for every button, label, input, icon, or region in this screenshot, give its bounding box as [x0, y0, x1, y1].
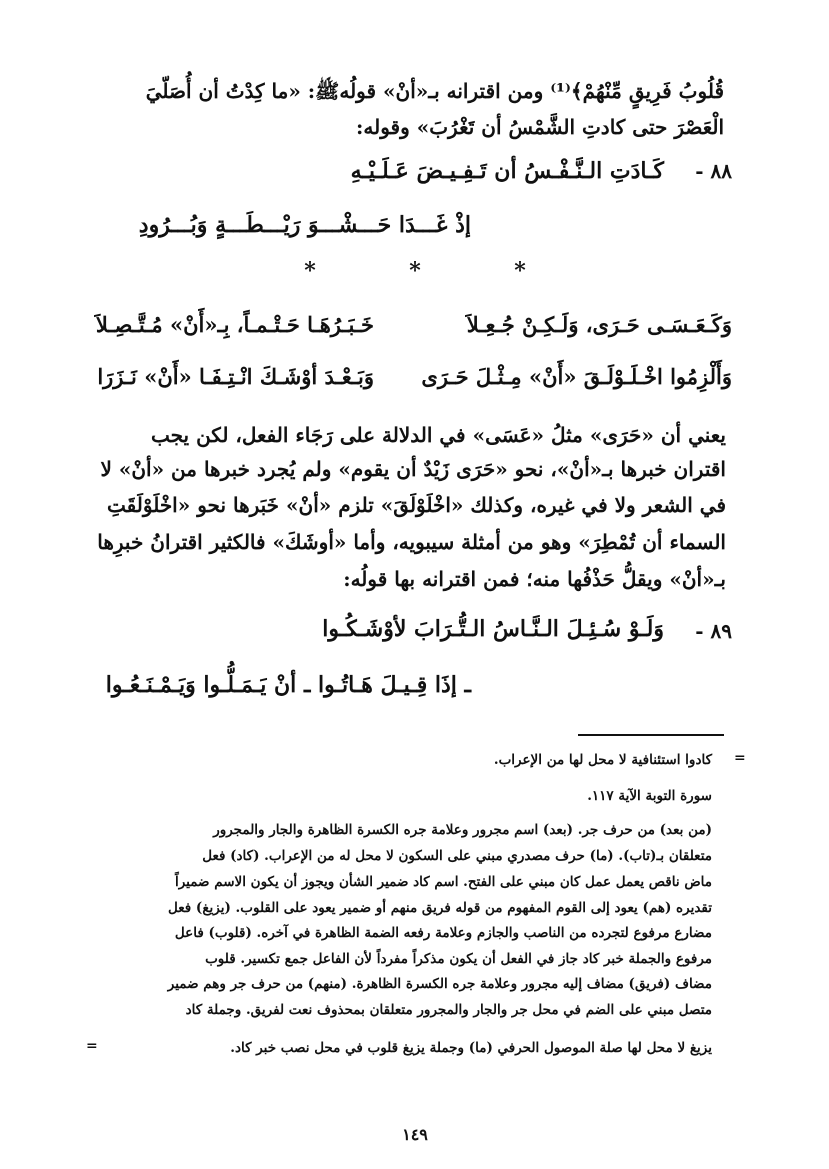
- footnote-continuation-marker: =: [734, 750, 746, 766]
- footnote-line-2: سورة التوبة الآية ١١٧.: [587, 788, 712, 804]
- footnote-para-line-8: متصل مبني على الضم في محل جر والجار والمجرور متعلقان بمحذوف نعت لفريق. وجملة كاد: [185, 1002, 712, 1018]
- page-number: ١٤٩: [402, 1125, 428, 1144]
- verse-88-number: ٨٨ -: [695, 159, 732, 183]
- footnote-para-line-1: (من بعد) من حرف جر. (بعد) اسم مجرور وعلامة جره الكسرة الظاهرة والجار والمجرور: [213, 822, 712, 838]
- footnote-para-line-3: ماض ناقص يعمل عمل كان مبني على الفتح. اسم كاد ضمير الشأن ويجوز أن يكون الاسم ضميراً: [174, 874, 712, 890]
- section-divider-stars: [300, 258, 530, 284]
- intro-line-1: قُلُوبُ فَرِيقٍ مِّنْهُمْ﴾⁽¹⁾ ومن اقترانه بـ«أنْ» قولُهﷺ: «ما كِدْتُ أن أُصَلّيَ: [145, 79, 724, 103]
- verse-89-number: ٨٩ -: [695, 619, 732, 643]
- footnote-line-1: كادوا استئنافية لا محل لها من الإعراب.: [493, 752, 712, 768]
- verse-88-second-hemistich: إذْ غَـــدَا حَـــشْـــوَ رَيْـــطَـــةٍ وَبُـــرُودِ: [138, 212, 471, 238]
- intro-line-2: الْعَصْرَ حتى كادتِ الشَّمْسُ أن تَغْرُبَ» وقوله:: [356, 115, 724, 139]
- footnote-para-line-5: مضارع مرفوع لتجرده من الناصب والجازم وعلامة رفعه الضمة الظاهرة في آخره. (قلوب) فاعل: [174, 925, 712, 941]
- alfiya-verse-2-left: وَبَـعْـدَ أوْشَـكَ انْـتِـفَـا «أَنْ» نَـزَرَا: [97, 364, 374, 389]
- footnote-end-marker: =: [86, 1038, 98, 1054]
- star-1: *: [304, 258, 316, 284]
- footnote-para-line-9: يزيغ لا محل لها صلة الموصول الحرفي (ما) وجملة يزيغ قلوب في محل نصب خبر كاد.: [230, 1040, 712, 1056]
- verse-88-first-hemistich: كَـادَتِ الـنَّـفْـسُ أن تَـفِـيـضَ عَـلَـيْـهِ: [350, 158, 664, 184]
- explanation-line-2: اقتران خبرها بـ«أنْ»، نحو «حَرَى زَيْدٌ أن يقوم» ولم يُجرد خبرها من «أنْ» لا: [100, 457, 726, 481]
- star-3: *: [514, 258, 526, 284]
- footnote-para-line-7: مضاف (فريق) مضاف إليه مجرور وعلامة جره الكسرة الظاهرة. (منهم) من حرف جر وهم ضمير: [167, 976, 712, 992]
- explanation-line-4: السماء أن تُمْطِرَ» وهو من أمثلة سيبويه، وأما «أوشَكَ» فالكثير اقترانُ خبرِها: [97, 530, 726, 554]
- verse-89-first-hemistich: وَلَـوْ سُـئِـلَ الـنَّـاسُ الـتُّـرَابَ لأوْشَـكُـوا: [322, 616, 664, 642]
- footnote-para-line-6: مرفوع والجملة خبر كاد جاز في الفعل أن يكون مذكراً مفرداً لأن الفاعل جمع تكسير. قلوب: [205, 951, 712, 967]
- explanation-line-1: يعني أن «حَرَى» مثلُ «عَسَى» في الدلالة على رَجَاء الفعل، لكن يجب: [151, 423, 726, 447]
- footnote-para-line-4: تقديره (هم) يعود إلى القوم المفهوم من قوله فريق منهم أو ضمير يعود على القلوب. (يزيغ) فعل: [168, 900, 712, 916]
- alfiya-verse-1-left: خَـبَـرُهَـا حَـتْـمـاً، بِـ«أَنْ» مُـتَّـصِـلاَ: [95, 312, 374, 337]
- alfiya-verse-1-right: وَكَـعَـسَـى حَـرَى، وَلَـكِـنْ جُـعِـلاَ: [466, 312, 732, 337]
- footnote-separator: [578, 734, 724, 736]
- footnote-para-line-2: متعلقان بـ(تاب). (ما) حرف مصدري مبني على السكون لا محل له من الإعراب. (كاد) فعل: [202, 848, 712, 864]
- alfiya-verse-2-right: وَأَلْزِمُوا اخْـلَـوْلَـقَ «أَنْ» مِـثْـلَ حَـرَى: [421, 364, 732, 389]
- explanation-line-5: بـ«أنْ» ويقلُّ حَذْفُها منه؛ فمن اقترانه بها قولُه:: [343, 567, 726, 591]
- explanation-line-3: في الشعر ولا في غيره، وكذلك «اخْلَوْلَقَ» تلزم «أنْ» خَبَرها نحو «اخْلَوْلَقَتِ: [107, 493, 726, 517]
- verse-89-second-hemistich: ـ إذَا قِـيـلَ هَـاتُـوا ـ أنْ يَـمَـلُّـوا وَيَـمْـنَـعُـوا: [105, 672, 471, 698]
- star-2: *: [409, 258, 421, 284]
